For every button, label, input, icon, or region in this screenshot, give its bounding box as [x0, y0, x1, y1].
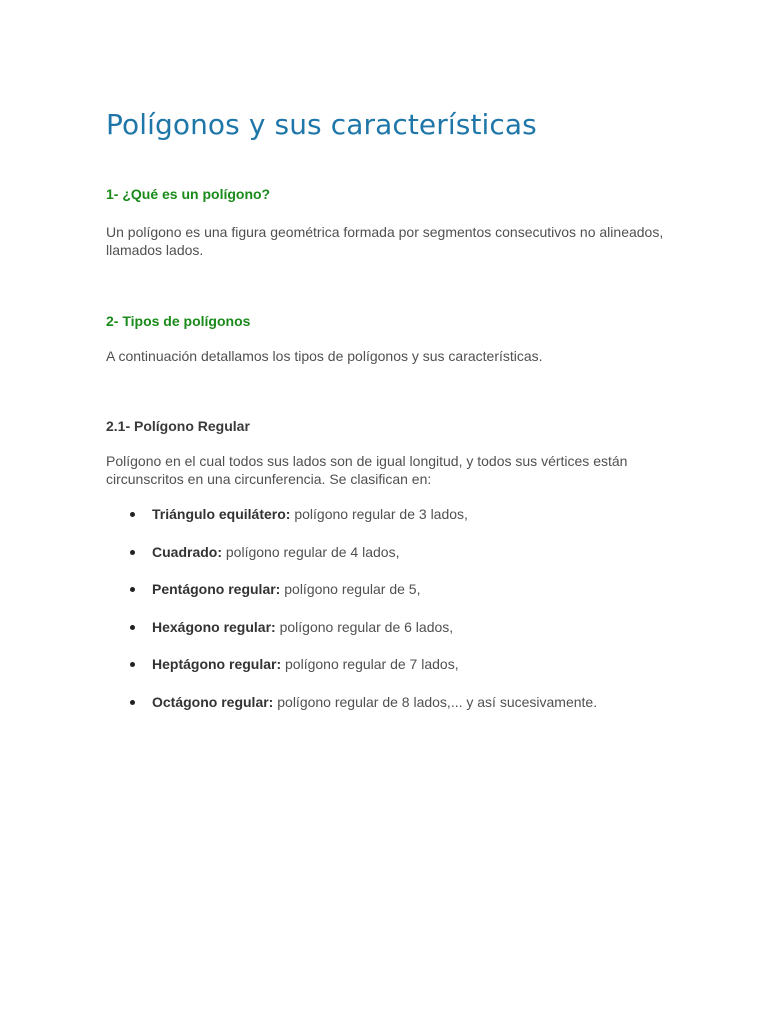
section-body-polygon-types: A continuación detallamos los tipos de polígonos y sus características. [106, 348, 543, 364]
list-item-description: polígono regular de 6 lados, [275, 618, 454, 635]
bullet-icon [130, 625, 135, 630]
list-item [106, 655, 706, 693]
list-item [106, 580, 706, 618]
page-title: Polígonos y sus características [106, 108, 537, 141]
bullet-icon [130, 587, 135, 592]
subsection-body-regular-polygon: Polígono en el cual todos sus lados son de igual longitud, y todos sus vértices están circunscritos en una circunferencia. Se clasifican en: [106, 453, 628, 487]
list-item-term: Triángulo equilátero: [152, 506, 291, 522]
list-item-description: polígono regular de 7 lados, [281, 656, 459, 672]
list-item-term: Octágono regular: [152, 693, 274, 710]
list-item-term: Heptágono regular: [152, 656, 282, 672]
list-item-description: polígono regular de 3 lados, [290, 506, 468, 522]
bullet-icon [130, 550, 135, 555]
subsection-heading-regular-polygon: 2.1- Polígono Regular [106, 418, 250, 434]
section-body-what-is-polygon: Un polígono es una figura geométrica formada por segmentos consecutivos no alineados, llamados lados. [106, 224, 664, 258]
section-heading-polygon-types: 2- Tipos de polígonos [106, 313, 251, 329]
list-item-term: Hexágono regular: [152, 618, 276, 635]
list-item-term: Cuadrado: [152, 543, 222, 560]
list-item [106, 543, 706, 581]
list-item-term: Pentágono regular: [152, 581, 281, 597]
list-item [106, 505, 706, 543]
bullet-icon [130, 512, 135, 517]
list-item [106, 693, 706, 731]
bullet-icon [130, 700, 135, 705]
list-item-description: polígono regular de 5, [280, 581, 421, 597]
bullet-icon [130, 662, 135, 667]
list-item-description: polígono regular de 4 lados, [222, 543, 400, 560]
list-item-description: polígono regular de 8 lados,... y así sucesivamente. [273, 693, 598, 710]
list-item [106, 618, 706, 656]
section-heading-what-is-polygon: 1- ¿Qué es un polígono? [106, 186, 271, 202]
regular-polygon-list [106, 505, 706, 730]
